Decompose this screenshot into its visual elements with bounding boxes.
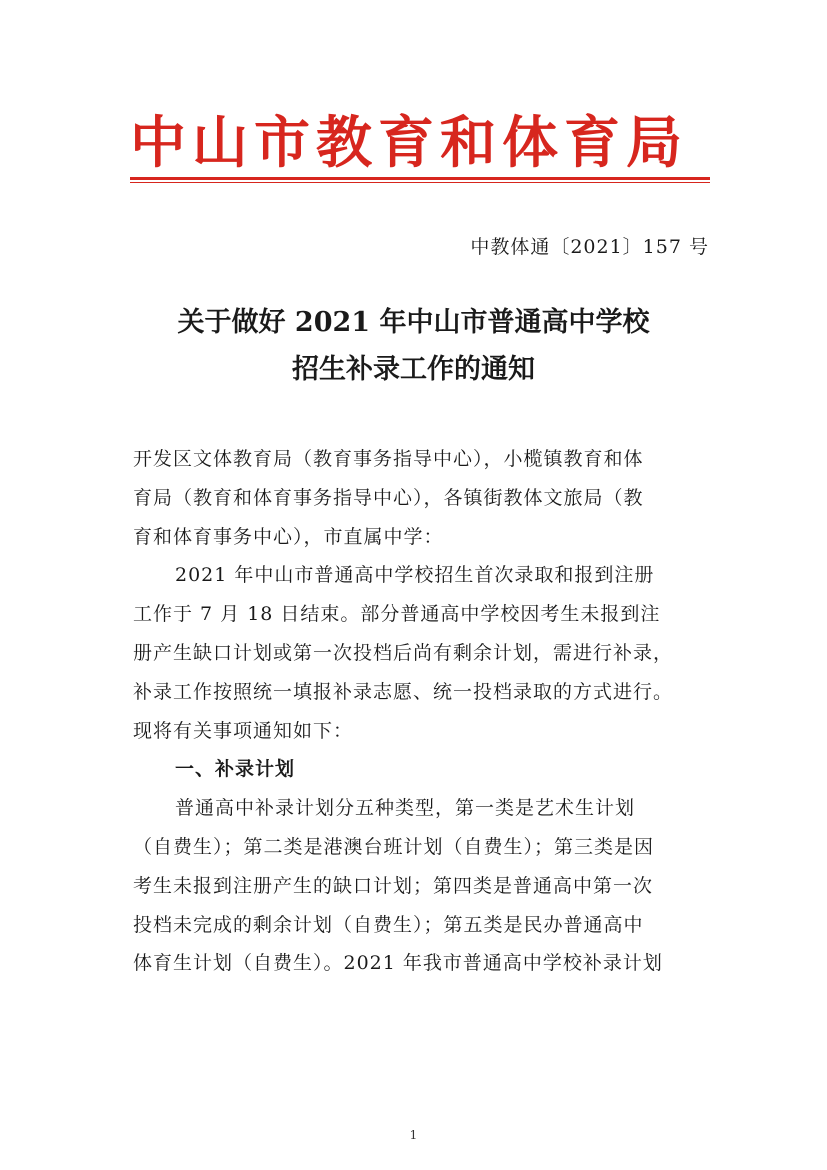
header-red-line-thick xyxy=(130,177,710,180)
notice-body xyxy=(133,440,718,983)
body-line: 工作于 7 月 18 日结束。部分普通高中学校因考生未报到注 xyxy=(133,603,661,626)
body-line: 育局（教育和体育事务指导中心），各镇街教体文旅局（教 xyxy=(133,486,644,509)
document-number: 中教体通〔2021〕157 号 xyxy=(470,236,709,258)
body-line: 开发区文体教育局（教育事务指导中心），小榄镇教育和体 xyxy=(133,448,644,470)
body-line: 现将有关事项通知如下： xyxy=(133,719,354,742)
body-line: 育和体育事务中心），市直属中学： xyxy=(133,525,444,548)
page-number: 1 xyxy=(409,1128,418,1142)
section-heading: 一、补录计划 xyxy=(175,758,296,781)
org-masthead: 中山市教育和体育局 xyxy=(130,111,688,176)
body-line: 投档未完成的剩余计划（自费生）；第五类是民办普通高中 xyxy=(133,913,644,936)
body-line: （自费生）；第二类是港澳台班计划（自费生）；第三类是因 xyxy=(133,835,655,858)
notice-title-line-1: 关于做好 2021 年中山市普通高中学校 xyxy=(177,307,650,338)
header-red-line-thin xyxy=(130,182,710,183)
body-line: 普通高中补录计划分五种类型，第一类是艺术生计划 xyxy=(175,797,636,820)
notice-title-line-2: 招生补录工作的通知 xyxy=(292,354,535,385)
body-line: 考生未报到注册产生的缺口计划；第四类是普通高中第一次 xyxy=(133,874,654,897)
body-line: 2021 年中山市普通高中学校招生首次录取和报到注册 xyxy=(175,564,655,587)
body-line: 册产生缺口计划或第一次投档后尚有剩余计划，需进行补录， xyxy=(133,641,674,664)
body-line: 补录工作按照统一填报补录志愿、统一投档录取的方式进行。 xyxy=(133,680,674,703)
body-line: 体育生计划（自费生）。2021 年我市普通高中学校补录计划 xyxy=(133,952,663,975)
